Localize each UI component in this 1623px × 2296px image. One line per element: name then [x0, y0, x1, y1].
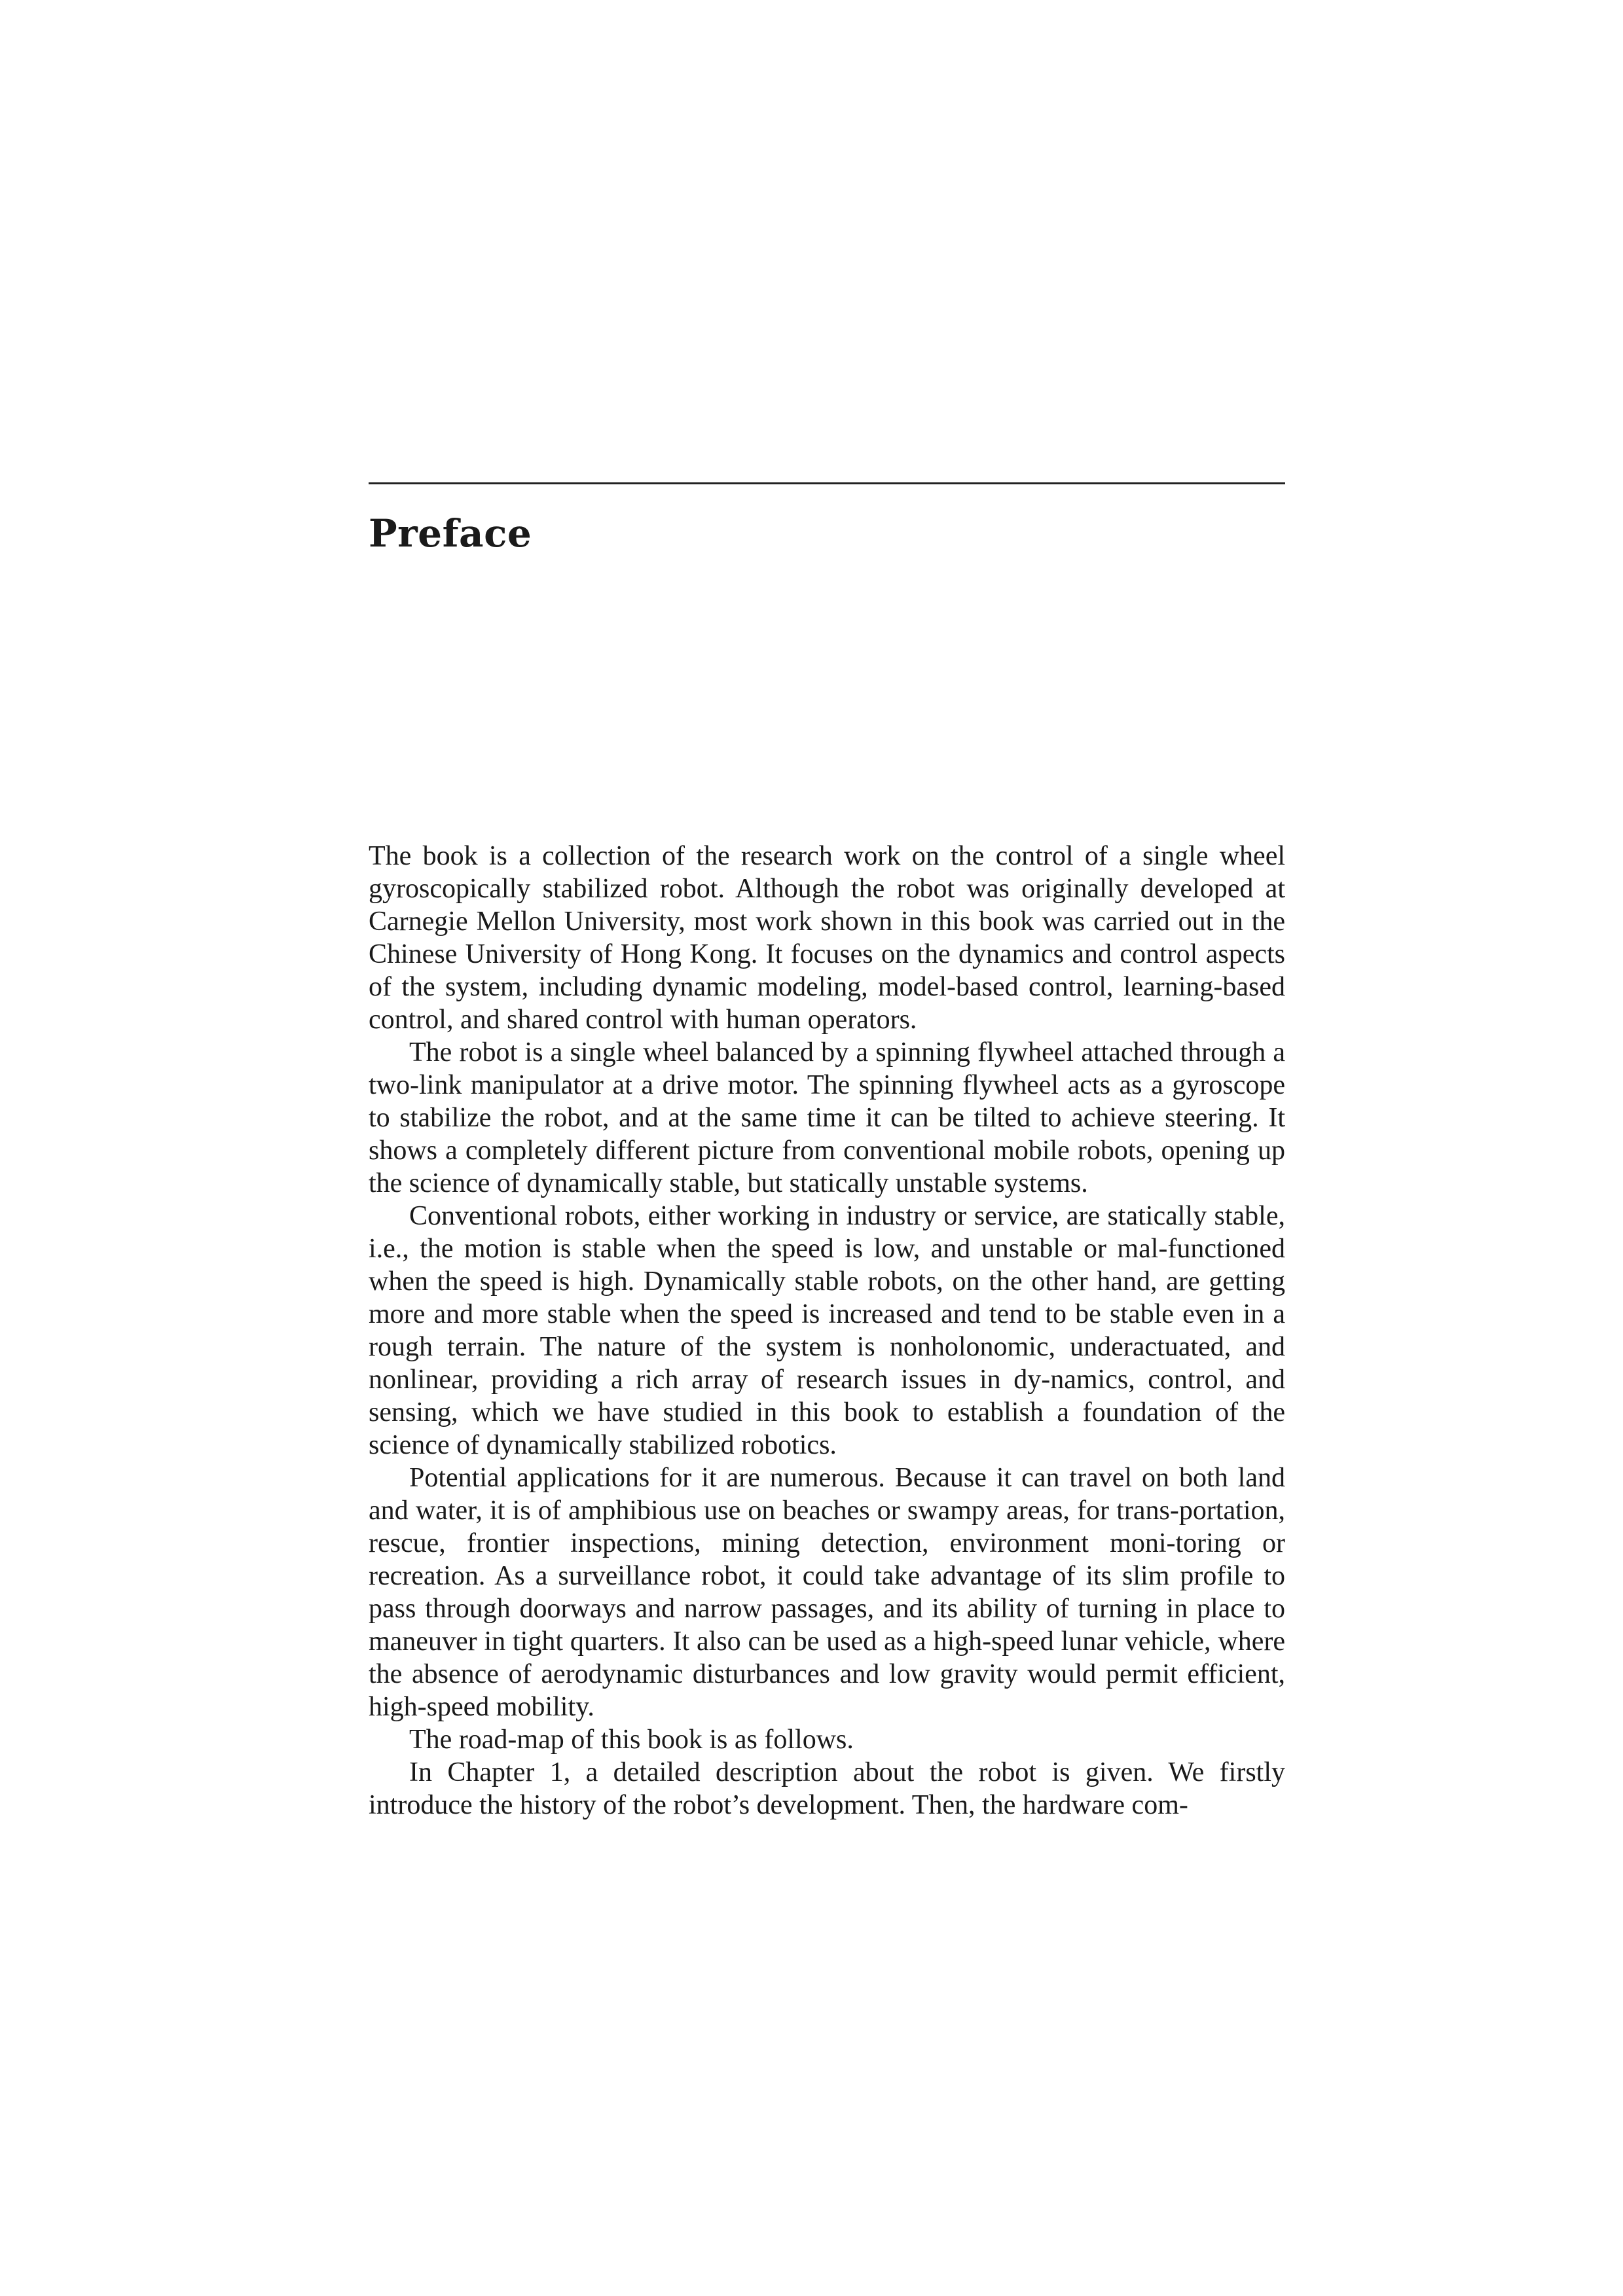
paragraph: Potential applications for it are numerous. Because it can travel on both land and water, it is of amphibious use on beaches or swampy areas, for trans-portation, rescue, frontier inspections, mining detection, environment moni-toring or recreation. As a surveillance robot, it could take advantage of its slim profile to pass through doorways and narrow passages, and its ability of turning in place to maneuver in tight quarters. It also can be used as a high-speed lunar vehicle, where the absence of aerodynamic disturbances and low gravity would permit efficient, high-speed mobility. [369, 1463, 1285, 1722]
paragraph: The robot is a single wheel balanced by a spinning flywheel attached through a two-link manipulator at a drive motor. The spinning flywheel acts as a gyroscope to stabilize the robot, and at the same time it can be tilted to achieve steering. It shows a completely different picture from conventional mobile robots, opening up the science of dynamically stable, but statically unstable systems. [369, 1037, 1285, 1198]
chapter-rule [369, 482, 1285, 484]
paragraph: The book is a collection of the research work on the control of a single wheel gyroscopically stabilized robot. Although the robot was originally developed at Carnegie Mellon University, most work shown in this book was carried out in the Chinese University of Hong Kong. It focuses on the dynamics and control aspects of the system, including dynamic modeling, model-based control, learning-based control, and shared control with human operators. [369, 841, 1285, 1035]
paragraph: In Chapter 1, a detailed description about the robot is given. We firstly introduce the history of the robot’s development. Then, the hardware com- [369, 1757, 1285, 1820]
preface-body [369, 840, 1285, 1821]
paragraph: The road-map of this book is as follows. [409, 1725, 854, 1755]
paragraph: Conventional robots, either working in industry or service, are statically stable, i.e., the motion is stable when the speed is low, and unstable or mal-functioned when the speed is high. Dynamically stable robots, on the other hand, are getting more and more stable when the speed is increased and tend to be stable even in a rough terrain. The nature of the system is nonholonomic, underactuated, and nonlinear, providing a rich array of research issues in dy-namics, control, and sensing, which we have studied in this book to establish a foundation of the science of dynamically stabilized robotics. [369, 1201, 1285, 1460]
chapter-title: Preface [369, 511, 532, 556]
